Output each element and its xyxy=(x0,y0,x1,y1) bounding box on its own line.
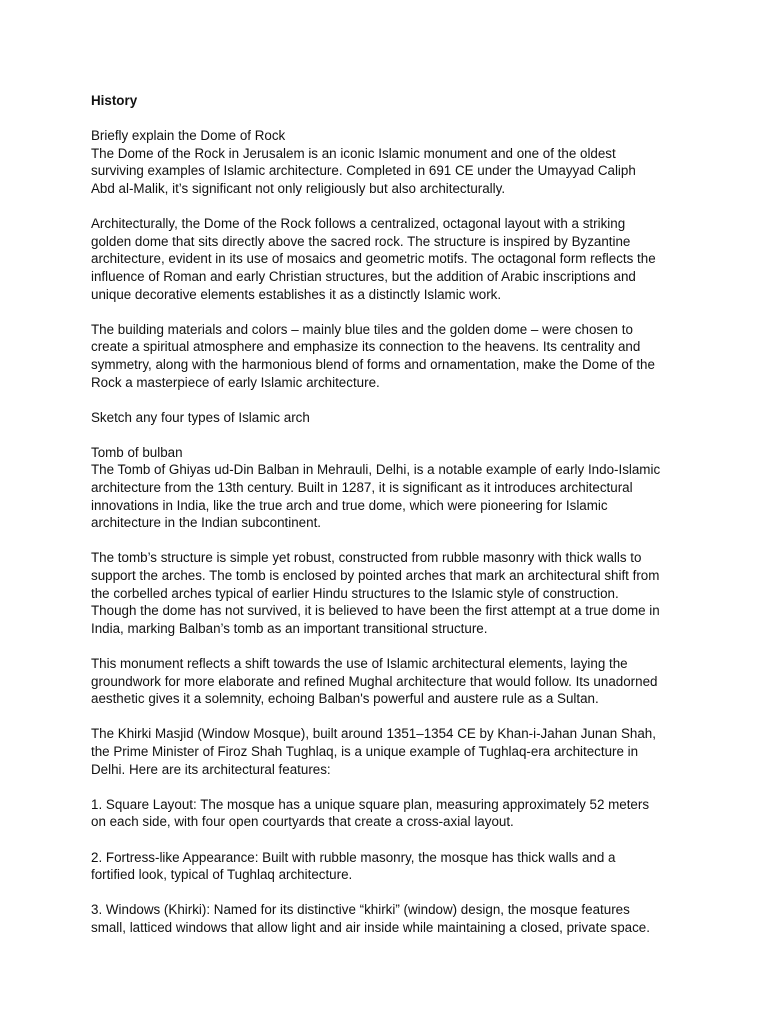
text-line: Architecturally, the Dome of the Rock follows a centralized, octagonal layout with a striking xyxy=(91,216,626,232)
paragraph-spacer xyxy=(91,831,691,849)
paragraph xyxy=(91,409,691,427)
text-line: Briefly explain the Dome of Rock xyxy=(91,128,286,144)
paragraph-spacer xyxy=(91,884,691,902)
text-line: architecture, evident in its use of mosaics and geometric motifs. The octagonal form reflects the xyxy=(91,251,656,267)
text-line: Rock a masterpiece of early Islamic architecture. xyxy=(91,374,380,390)
text-line: support the arches. The tomb is enclosed by pointed arches that mark an architectural shift from xyxy=(91,568,660,584)
paragraph xyxy=(91,127,691,197)
text-line: fortified look, typical of Tughlaq architecture. xyxy=(91,867,353,883)
document-heading: History xyxy=(91,93,138,108)
paragraph xyxy=(91,796,691,831)
text-line: unique decorative elements establishes it as a distinctly Islamic work. xyxy=(91,286,502,302)
paragraph-spacer xyxy=(91,391,691,409)
text-line: architecture from the 13th century. Built in 1287, it is significant as it introduces architectural xyxy=(91,480,633,496)
paragraph-spacer xyxy=(91,303,691,321)
document-body xyxy=(91,110,691,937)
text-line: create a spiritual atmosphere and emphasize its connection to the heavens. Its centrality and xyxy=(91,339,641,355)
paragraph-spacer xyxy=(91,110,691,128)
paragraph xyxy=(91,444,691,532)
text-line: The tomb’s structure is simple yet robust, constructed from rubble masonry with thick walls to xyxy=(91,550,642,566)
paragraph xyxy=(91,549,691,637)
text-line: This monument reflects a shift towards the use of Islamic architectural elements, laying the xyxy=(91,656,628,671)
paragraph xyxy=(91,725,691,778)
paragraph xyxy=(91,849,691,884)
text-line: on each side, with four open courtyards that create a cross-axial layout. xyxy=(91,814,514,830)
paragraph xyxy=(91,901,691,936)
text-line: small, latticed windows that allow light and air inside while maintaining a closed, private space. xyxy=(91,919,650,935)
text-line: golden dome that sits directly above the sacred rock. The structure is inspired by Byzantine xyxy=(91,233,631,249)
paragraph-spacer xyxy=(91,532,691,550)
text-line: the Prime Minister of Firoz Shah Tughlaq, is a unique example of Tughlaq-era architecture in xyxy=(91,743,639,759)
paragraph xyxy=(91,215,691,303)
text-line: Sketch any four types of Islamic arch xyxy=(91,409,310,425)
text-line: India, marking Balban’s tomb as an important transitional structure. xyxy=(91,620,488,636)
text-line: Delhi. Here are its architectural features: xyxy=(91,761,331,777)
text-line: 1. Square Layout: The mosque has a unique square plan, measuring approximately 52 meters xyxy=(91,796,650,812)
text-line: innovations in India, like the true arch and true dome, which were pioneering for Islamic xyxy=(91,497,608,513)
text-line: influence of Roman and early Christian structures, but the addition of Arabic inscriptions and xyxy=(91,268,636,284)
text-line: Though the dome has not survived, it is believed to have been the first attempt at a true dome in xyxy=(91,603,660,619)
paragraph xyxy=(91,655,691,708)
paragraph xyxy=(91,321,691,391)
text-line: The Khirki Masjid (Window Mosque), built around 1351–1354 CE by Khan-i-Jahan Junan Shah, xyxy=(91,726,656,742)
text-line: 2. Fortress-like Appearance: Built with rubble masonry, the mosque has thick walls and a xyxy=(91,849,616,865)
text-line: Tomb of bulban xyxy=(91,444,183,460)
paragraph-spacer xyxy=(91,637,691,655)
text-line: 3. Windows (Khirki): Named for its distinctive “khirki” (window) design, the mosque features xyxy=(91,902,630,918)
paragraph-spacer xyxy=(91,778,691,796)
text-line: The building materials and colors – mainly blue tiles and the golden dome – were chosen to xyxy=(91,321,633,337)
text-line: The Dome of the Rock in Jerusalem is an iconic Islamic monument and one of the oldest xyxy=(91,145,616,161)
text-line: Abd al-Malik, it’s significant not only religiously but also architecturally. xyxy=(91,180,506,196)
paragraph-spacer xyxy=(91,426,691,444)
text-line: symmetry, along with the harmonious blend of forms and ornamentation, make the Dome of the xyxy=(91,356,655,372)
document-page xyxy=(91,92,691,937)
paragraph-spacer xyxy=(91,198,691,216)
text-line: groundwork for more elaborate and refined Mughal architecture that would follow. Its unadorned xyxy=(91,673,658,689)
text-line: architecture in the Indian subcontinent. xyxy=(91,515,322,531)
text-line: The Tomb of Ghiyas ud-Din Balban in Mehrauli, Delhi, is a notable example of early Indo-Islamic xyxy=(91,462,661,478)
text-line: surviving examples of Islamic architecture. Completed in 691 CE under the Umayyad Caliph xyxy=(91,163,636,179)
paragraph-spacer xyxy=(91,708,691,726)
text-line: aesthetic gives it a solemnity, echoing Balban's powerful and austere rule as a Sultan. xyxy=(91,691,599,707)
text-line: the corbelled arches typical of earlier Hindu structures to the Islamic style of construction. xyxy=(91,585,619,601)
